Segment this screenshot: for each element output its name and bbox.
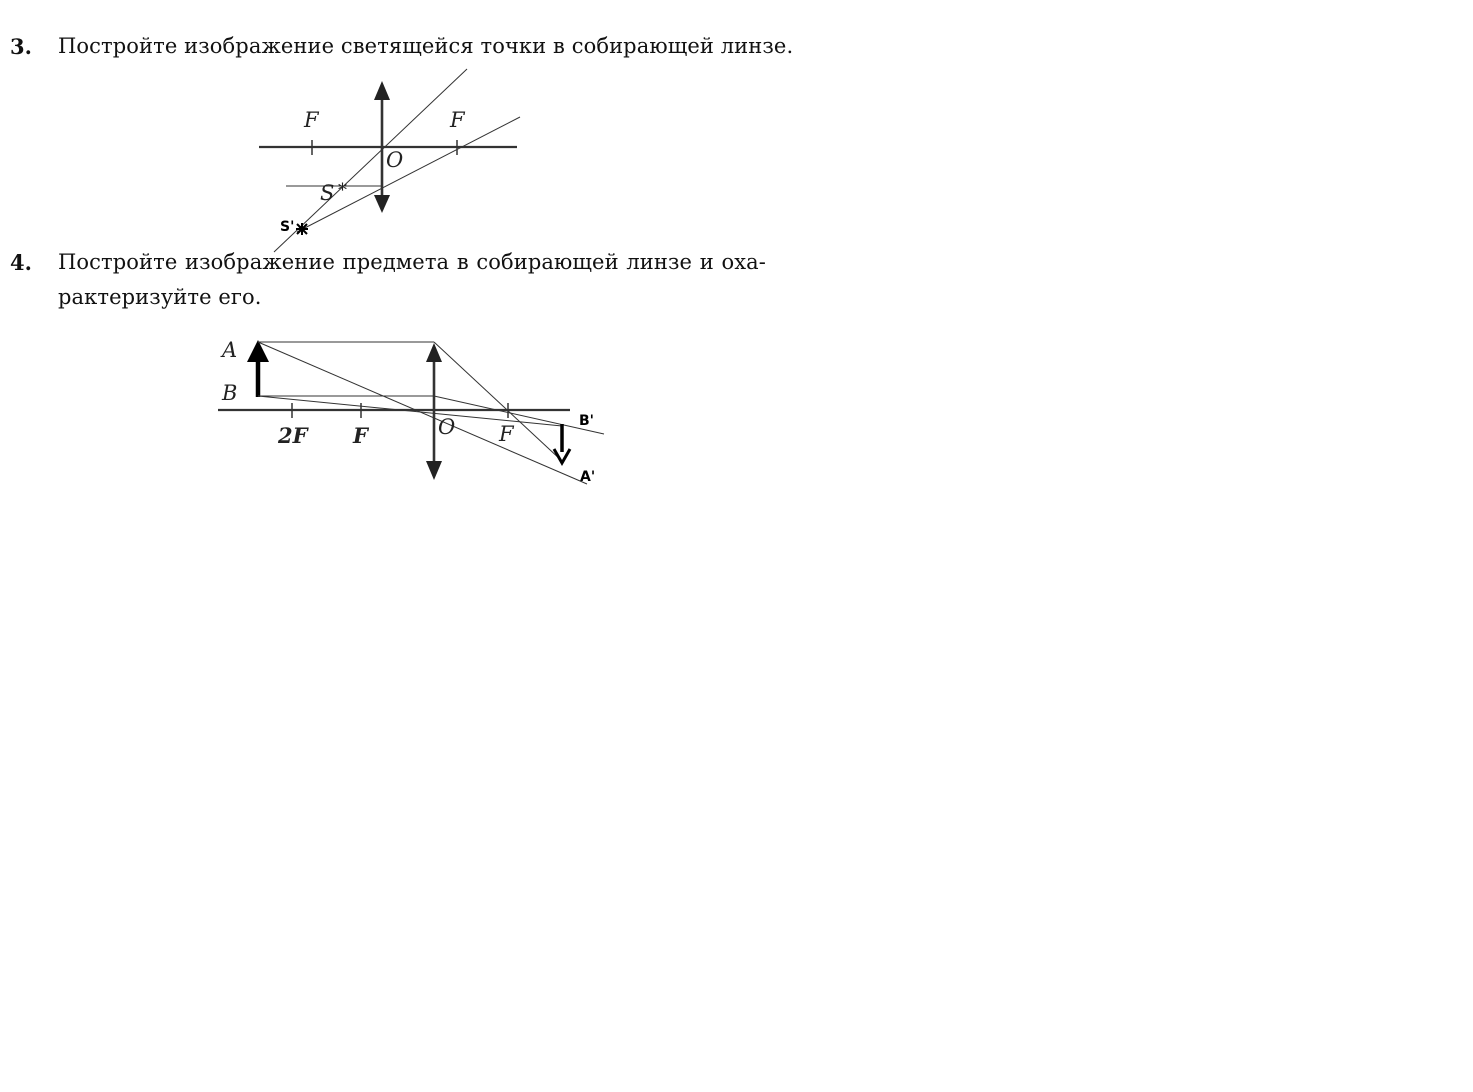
image-point-star-icon bbox=[296, 223, 308, 235]
ray-through-center-a bbox=[258, 342, 587, 484]
problem-number: 3. bbox=[10, 34, 32, 59]
source-star: * bbox=[338, 180, 347, 201]
image-arrow bbox=[554, 424, 570, 463]
two-focus-label: 2F bbox=[278, 423, 308, 448]
lens-diagram-object bbox=[218, 338, 604, 485]
ray-refracted bbox=[297, 117, 520, 232]
source-label: S bbox=[320, 181, 335, 205]
image-top-label: A' bbox=[580, 469, 596, 485]
focus-label-left: F bbox=[353, 423, 368, 448]
object-bottom-label: B bbox=[222, 381, 238, 405]
object-arrow bbox=[247, 340, 269, 397]
lens-center-label: O bbox=[386, 148, 404, 172]
image-bottom-label: B' bbox=[579, 413, 594, 429]
problem-number: 4. bbox=[10, 250, 32, 275]
focus-label-right: F bbox=[450, 108, 465, 132]
focus-label-right: F bbox=[499, 422, 514, 446]
problem-statement-line-2: рактеризуйте его. bbox=[58, 285, 262, 309]
problem-statement-line-1: Постройте изображение предмета в собирающей линзе и оха- bbox=[58, 250, 766, 274]
ray-refracted-a bbox=[434, 342, 562, 461]
problem-statement: Постройте изображение светящейся точки в собирающей линзе. bbox=[58, 34, 794, 58]
converging-lens bbox=[426, 343, 442, 480]
object-top-label: A bbox=[222, 338, 238, 362]
focus-label-left: F bbox=[304, 108, 319, 132]
lens-center-label: O bbox=[438, 415, 456, 439]
image-label: S' bbox=[280, 219, 295, 235]
